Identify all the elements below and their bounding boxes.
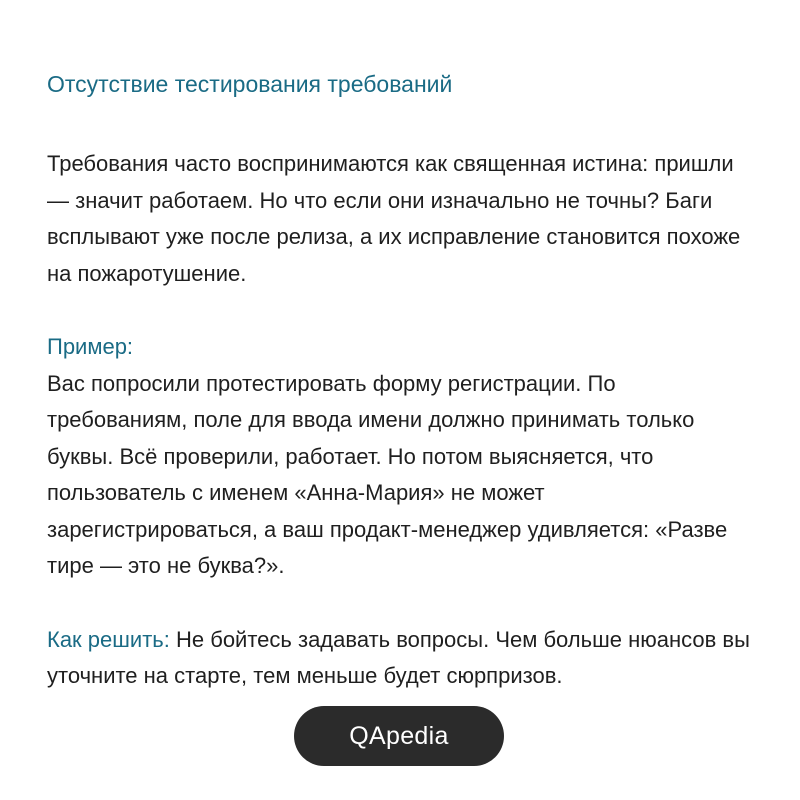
solution-paragraph [47,622,752,695]
solution-text: Не бойтесь задавать вопросы. Чем больше нюансов вы уточните на старте, тем меньше будет сюрпризов. [47,626,750,688]
solution-label: Как решить: [47,626,170,652]
post-heading: Отсутствие тестирования требований [47,71,453,97]
intro-paragraph: Требования часто воспринимаются как священная истина: пришли — значит работаем. Но что если они изначально не точны? Баги всплывают уже после релиза, а их исправление становится похоже на пожаротушение. [47,151,741,286]
example-paragraph: Вас попросили протестировать форму регистрации. По требованиям, поле для ввода имени должно принимать только буквы. Всё проверили, работает. Но потом выясняется, что пользователь с именем «Анна-Мария» не может зарегистрироваться, а ваш продакт-менеджер удивляется: «Разве тире — это не буква?». [47,370,728,578]
example-label: Пример: [47,334,134,359]
brand-badge[interactable]: QApedia [294,706,504,766]
solution-section [47,622,752,695]
intro-section [47,146,752,292]
example-section [47,329,752,585]
